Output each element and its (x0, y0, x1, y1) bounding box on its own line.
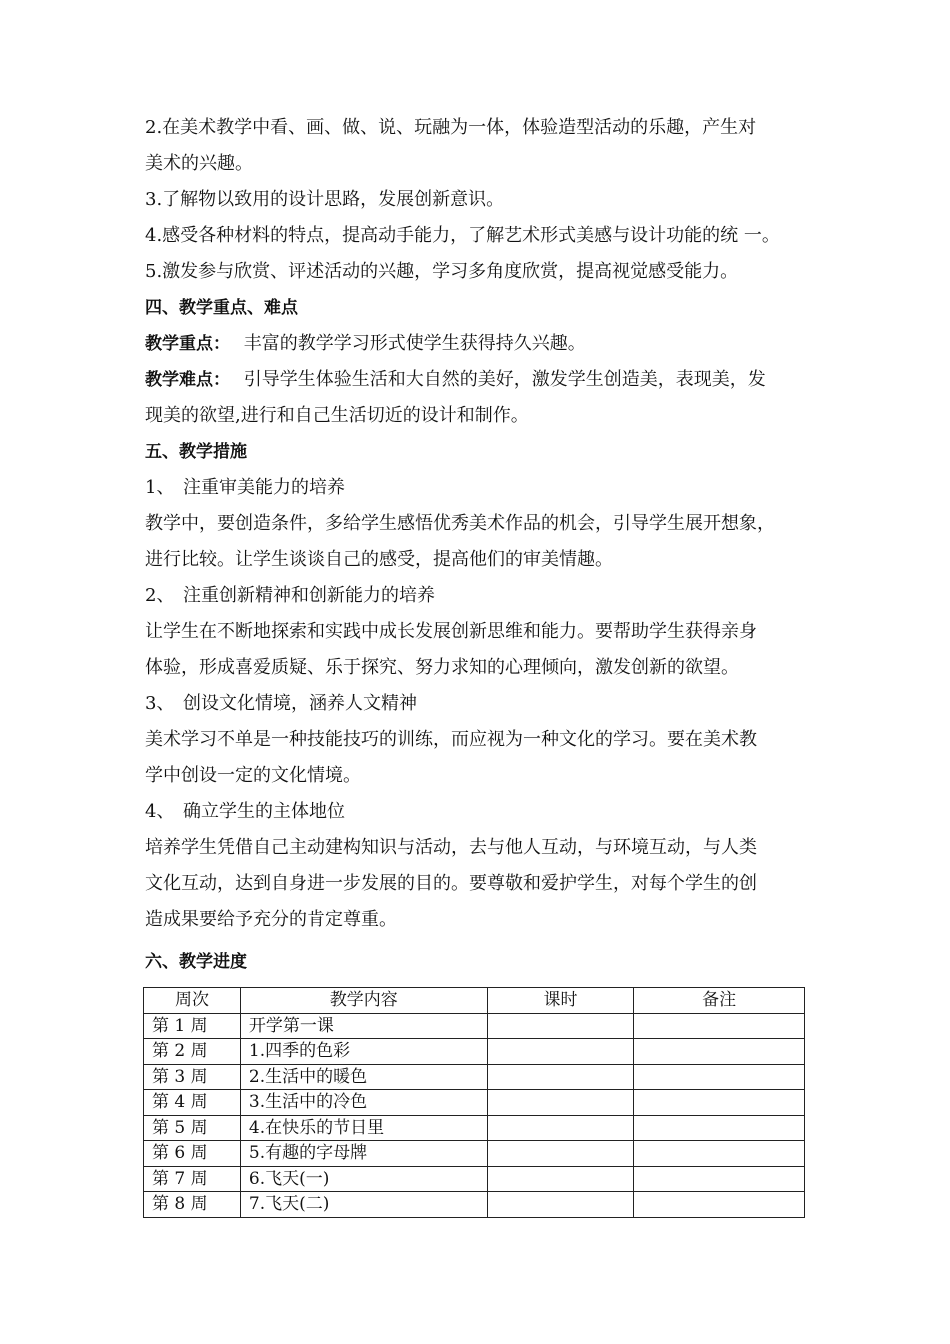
section-6-heading: 六、教学进度 (145, 952, 247, 972)
note-cell (634, 1013, 805, 1039)
section-5-heading: 五、教学措施 (145, 442, 247, 462)
content-cell: 7.飞天(二) (240, 1192, 487, 1218)
key-point-paragraph (145, 326, 820, 362)
week-cell: 第 4 周 (144, 1090, 241, 1116)
table-row (144, 1115, 805, 1141)
table-row (144, 1013, 805, 1039)
measure-2-title: 注重创新精神和创新能力的培养 (183, 585, 435, 606)
content-cell: 2.生活中的暖色 (240, 1064, 487, 1090)
hours-cell (487, 1141, 634, 1167)
goal-item-5: 5.激发参与欣赏、评述活动的兴趣，学习多角度欣赏，提高视觉感受能力。 (145, 261, 739, 282)
header-hours: 课时 (487, 988, 634, 1014)
goal-item-4: 4.感受各种材料的特点，提高动手能力，了解艺术形式美感与设计功能的统 一。 (145, 225, 780, 246)
measure-4-line-3: 造成果要给予充分的肯定尊重。 (145, 909, 397, 930)
table-header-row (144, 988, 805, 1014)
measure-3-line-2: 学中创设一定的文化情境。 (145, 765, 361, 786)
week-cell: 第 5 周 (144, 1115, 241, 1141)
week-cell: 第 1 周 (144, 1013, 241, 1039)
table-row (144, 1090, 805, 1116)
measure-1-number: 1、 (145, 477, 175, 498)
week-cell: 第 8 周 (144, 1192, 241, 1218)
table-row (144, 1166, 805, 1192)
difficulty-label: 教学难点： (145, 370, 230, 390)
measure-4-title: 确立学生的主体地位 (183, 801, 345, 822)
key-point-label: 教学重点： (145, 334, 230, 354)
measure-1-line-2: 进行比较。让学生谈谈自己的感受，提高他们的审美情趣。 (145, 549, 613, 570)
note-cell (634, 1064, 805, 1090)
note-cell (634, 1141, 805, 1167)
content-cell: 6.飞天(一) (240, 1166, 487, 1192)
goal-item-3: 3.了解物以致用的设计思路，发展创新意识。 (145, 189, 505, 210)
measure-4-line-2: 文化互动，达到自身进一步发展的目的。要尊敬和爱护学生，对每个学生的创 (145, 873, 757, 894)
table-row (144, 1039, 805, 1065)
hours-cell (487, 1013, 634, 1039)
week-cell: 第 6 周 (144, 1141, 241, 1167)
measure-4-number: 4、 (145, 801, 175, 822)
hours-cell (487, 1064, 634, 1090)
note-cell (634, 1039, 805, 1065)
note-cell (634, 1192, 805, 1218)
difficulty-paragraph-line-1 (145, 362, 820, 398)
table-row (144, 1141, 805, 1167)
measure-2-line-2: 体验，形成喜爱质疑、乐于探究、努力求知的心理倾向，激发创新的欲望。 (145, 657, 739, 678)
section-4-heading: 四、教学重点、难点 (145, 298, 298, 318)
hours-cell (487, 1166, 634, 1192)
week-cell: 第 2 周 (144, 1039, 241, 1065)
content-cell: 5.有趣的字母牌 (240, 1141, 487, 1167)
hours-cell (487, 1039, 634, 1065)
measure-1-title: 注重审美能力的培养 (183, 477, 345, 498)
content-cell: 开学第一课 (240, 1013, 487, 1039)
measure-3-title: 创设文化情境，涵养人文精神 (183, 693, 417, 714)
document-body (145, 110, 820, 980)
header-note: 备注 (634, 988, 805, 1014)
measure-1-line-1: 教学中，要创造条件，多给学生感悟优秀美术作品的机会，引导学生展开想象， (145, 513, 775, 534)
table-row (144, 1064, 805, 1090)
measure-4-line-1: 培养学生凭借自己主动建构知识与活动，去与他人互动，与环境互动，与人类 (145, 837, 757, 858)
content-cell: 4.在快乐的节日里 (240, 1115, 487, 1141)
content-cell: 1.四季的色彩 (240, 1039, 487, 1065)
header-week: 周次 (144, 988, 241, 1014)
measure-2-number: 2、 (145, 585, 175, 606)
hours-cell (487, 1090, 634, 1116)
note-cell (634, 1090, 805, 1116)
measure-2-line-1: 让学生在不断地探索和实践中成长发展创新思维和能力。要帮助学生获得亲身 (145, 621, 757, 642)
note-cell (634, 1115, 805, 1141)
measure-2-heading (145, 578, 820, 614)
measure-1-heading (145, 470, 820, 506)
week-cell: 第 7 周 (144, 1166, 241, 1192)
measure-3-number: 3、 (145, 693, 175, 714)
difficulty-text-1: 引导学生体验生活和大自然的美好，激发学生创造美，表现美，发 (243, 369, 766, 390)
header-content: 教学内容 (240, 988, 487, 1014)
goal-item-2-line-1: 2.在美术教学中看、画、做、说、玩融为一体，体验造型活动的乐趣，产生对 (145, 117, 757, 138)
goal-item-2-line-2: 美术的兴趣。 (145, 153, 253, 174)
hours-cell (487, 1192, 634, 1218)
week-cell: 第 3 周 (144, 1064, 241, 1090)
note-cell (634, 1166, 805, 1192)
schedule-table (143, 987, 805, 1218)
measure-4-heading (145, 794, 820, 830)
measure-3-heading (145, 686, 820, 722)
hours-cell (487, 1115, 634, 1141)
key-point-text: 丰富的教学学习形式使学生获得持久兴趣。 (243, 333, 586, 354)
difficulty-text-2: 现美的欲望,进行和自己生活切近的设计和制作。 (145, 405, 529, 426)
measure-3-line-1: 美术学习不单是一种技能技巧的训练，而应视为一种文化的学习。要在美术教 (145, 729, 757, 750)
content-cell: 3.生活中的冷色 (240, 1090, 487, 1116)
table-row (144, 1192, 805, 1218)
